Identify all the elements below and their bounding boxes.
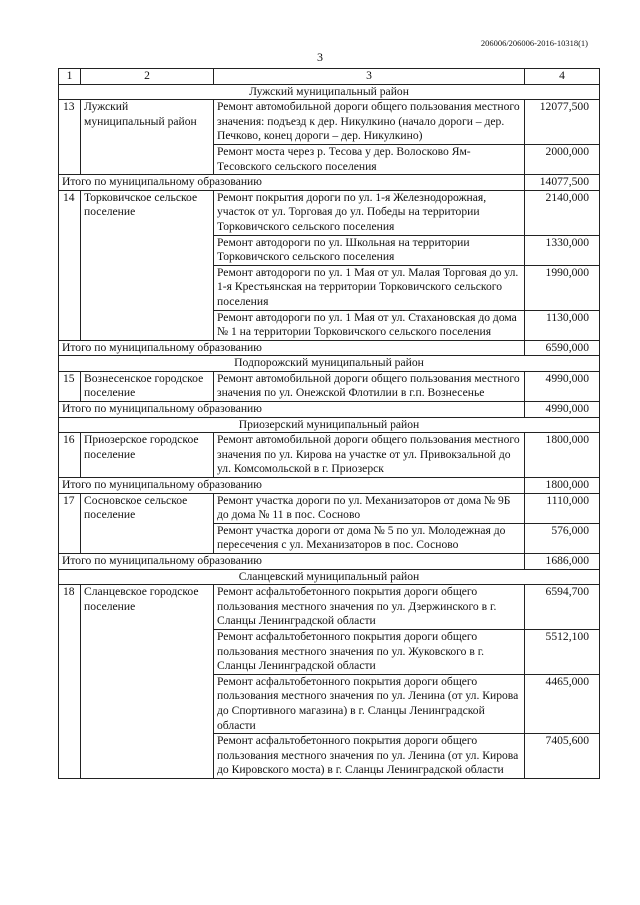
municipality-name: Вознесенское городское поселение <box>81 371 214 401</box>
work-description: Ремонт асфальтобетонного покрытия дороги общего пользования местного значения по ул. Ленина (от ул. Кирова до Спортивного магазина) в г. Сланцы Ленинградской области <box>214 674 525 733</box>
region-name: Приозерский муниципальный район <box>59 417 600 433</box>
work-description: Ремонт асфальтобетонного покрытия дороги общего пользования местного значения по ул. Дзержинского в г. Сланцы Ленинградской области <box>214 585 525 630</box>
region-row <box>59 84 600 100</box>
municipality-name: Лужский муниципальный район <box>81 100 214 175</box>
column-header: 3 <box>214 69 525 85</box>
table-row <box>59 100 600 145</box>
work-amount: 6594,700 <box>525 585 600 630</box>
work-description: Ремонт автомобильной дороги общего пользования местного значения по ул. Онежской Флотилии в г.п. Вознесенье <box>214 371 525 401</box>
region-name: Подпорожский муниципальный район <box>59 356 600 372</box>
work-amount: 1990,000 <box>525 265 600 310</box>
total-row <box>59 554 600 570</box>
work-amount: 576,000 <box>525 523 600 553</box>
municipality-name: Приозерское городское поселение <box>81 433 214 478</box>
total-label: Итого по муниципальному образованию <box>59 478 525 494</box>
page-number: 3 <box>317 50 323 64</box>
column-header: 4 <box>525 69 600 85</box>
work-amount: 1130,000 <box>525 310 600 340</box>
table-row <box>59 585 600 630</box>
entry-number: 14 <box>59 190 81 340</box>
work-description: Ремонт моста через р. Тесова у дер. Волосково Ям-Тесовского сельского поселения <box>214 144 525 174</box>
column-header: 2 <box>81 69 214 85</box>
entry-number: 16 <box>59 433 81 478</box>
entry-number: 13 <box>59 100 81 175</box>
total-amount: 14077,500 <box>525 175 600 191</box>
table-row <box>59 371 600 401</box>
work-amount: 1330,000 <box>525 235 600 265</box>
entry-number: 15 <box>59 371 81 401</box>
table-row <box>59 190 600 235</box>
total-amount: 1686,000 <box>525 554 600 570</box>
total-label: Итого по муниципальному образованию <box>59 340 525 356</box>
total-row <box>59 340 600 356</box>
work-amount: 7405,600 <box>525 734 600 779</box>
work-amount: 1800,000 <box>525 433 600 478</box>
municipality-name: Сосновское сельское поселение <box>81 493 214 553</box>
total-amount: 1800,000 <box>525 478 600 494</box>
work-amount: 12077,500 <box>525 100 600 145</box>
work-amount: 4465,000 <box>525 674 600 733</box>
work-amount: 2000,000 <box>525 144 600 174</box>
funding-table <box>58 68 600 779</box>
work-description: Ремонт автодороги по ул. 1 Мая от ул. Малая Торговая до ул. 1-я Крестьянская на территории Торковичского сельского поселения <box>214 265 525 310</box>
total-label: Итого по муниципальному образованию <box>59 402 525 418</box>
entry-number: 18 <box>59 585 81 779</box>
work-amount: 1110,000 <box>525 493 600 523</box>
municipality-name: Сланцевское городское поселение <box>81 585 214 779</box>
region-name: Сланцевский муниципальный район <box>59 569 600 585</box>
total-label: Итого по муниципальному образованию <box>59 554 525 570</box>
column-header-row <box>59 69 600 85</box>
municipality-name: Торковичское сельское поселение <box>81 190 214 340</box>
work-description: Ремонт участка дороги от дома № 5 по ул. Молодежная до пересечения с ул. Механизаторов в пос. Сосново <box>214 523 525 553</box>
work-description: Ремонт участка дороги по ул. Механизаторов от дома № 9Б до дома № 11 в пос. Сосново <box>214 493 525 523</box>
column-header: 1 <box>59 69 81 85</box>
total-row <box>59 478 600 494</box>
work-description: Ремонт автомобильной дороги общего пользования местного значения по ул. Кирова на участке от ул. Привокзальной до ул. Комсомольской в г. Приозерск <box>214 433 525 478</box>
work-description: Ремонт автомобильной дороги общего пользования местного значения: подъезд к дер. Никулкино (начало дороги – дер. Печково, конец дороги – дер. Никулкино) <box>214 100 525 145</box>
work-amount: 2140,000 <box>525 190 600 235</box>
total-amount: 6590,000 <box>525 340 600 356</box>
table-body <box>59 69 600 779</box>
table-row <box>59 493 600 523</box>
region-name: Лужский муниципальный район <box>59 84 600 100</box>
document-code: 206006/206006-2016-10318(1) <box>480 38 588 48</box>
table-row <box>59 433 600 478</box>
work-amount: 5512,100 <box>525 629 600 674</box>
entry-number: 17 <box>59 493 81 553</box>
region-row <box>59 417 600 433</box>
work-description: Ремонт асфальтобетонного покрытия дороги общего пользования местного значения по ул. Жуковского в г. Сланцы Ленинградской области <box>214 629 525 674</box>
work-amount: 4990,000 <box>525 371 600 401</box>
region-row <box>59 356 600 372</box>
work-description: Ремонт асфальтобетонного покрытия дороги общего пользования местного значения по ул. Ленина (от ул. Кирова до Кировского моста) в г. Сланцы Ленинградской области <box>214 734 525 779</box>
region-row <box>59 569 600 585</box>
work-description: Ремонт покрытия дороги по ул. 1-я Железнодорожная, участок от ул. Торговая до ул. Победы на территории Торковичского сельского поселения <box>214 190 525 235</box>
total-amount: 4990,000 <box>525 402 600 418</box>
total-row <box>59 402 600 418</box>
total-label: Итого по муниципальному образованию <box>59 175 525 191</box>
work-description: Ремонт автодороги по ул. 1 Мая от ул. Стахановская до дома № 1 на территории Торковичского сельского поселения <box>214 310 525 340</box>
work-description: Ремонт автодороги по ул. Школьная на территории Торковичского сельского поселения <box>214 235 525 265</box>
total-row <box>59 175 600 191</box>
